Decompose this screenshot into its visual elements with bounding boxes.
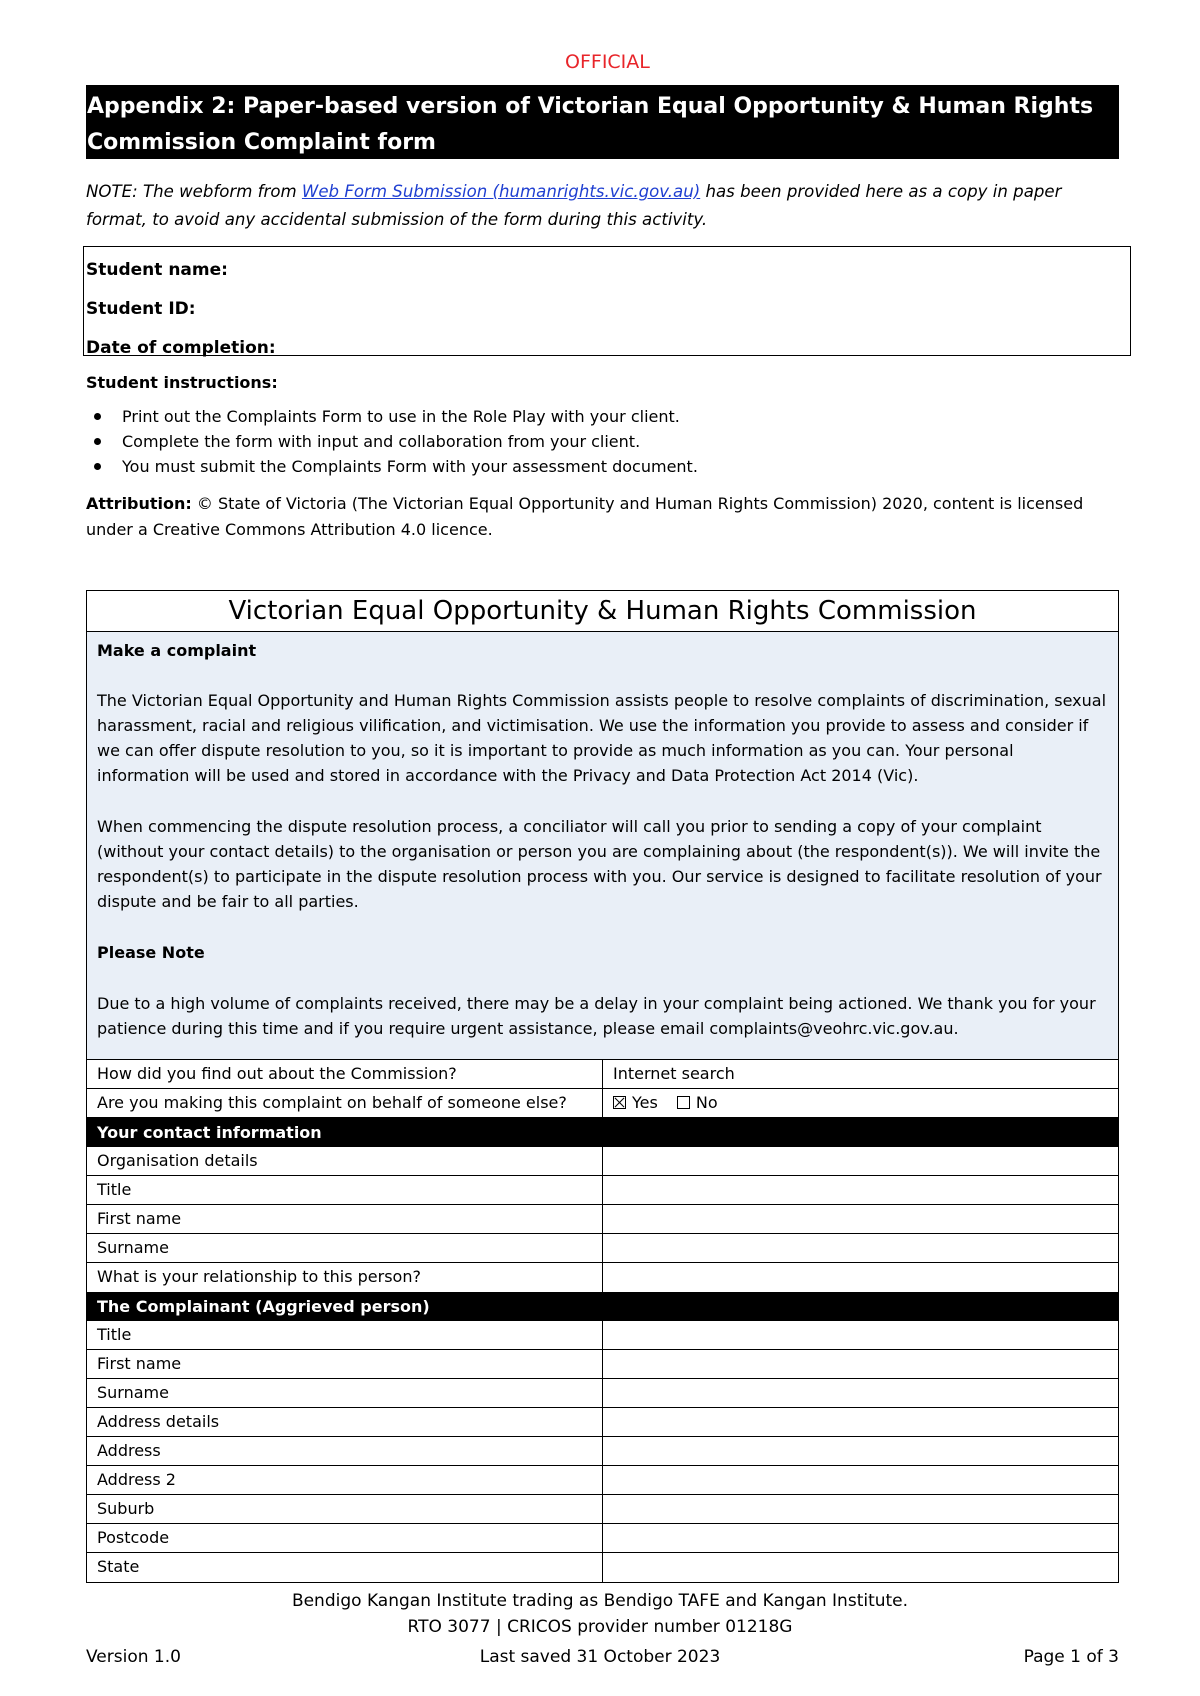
- find-commission-value[interactable]: Internet search: [613, 1064, 735, 1083]
- complainant-field-input[interactable]: [603, 1321, 1118, 1349]
- table-row: [87, 1147, 1118, 1176]
- complainant-field-label: Surname: [87, 1379, 603, 1407]
- please-note-heading: Please Note: [97, 943, 205, 962]
- table-row: [87, 1466, 1118, 1495]
- make-complaint-heading: Make a complaint: [97, 641, 257, 660]
- complainant-field-label: Address: [87, 1437, 603, 1465]
- list-item: Print out the Complaints Form to use in the Role Play with your client.: [86, 404, 698, 429]
- checked-box-icon[interactable]: [613, 1096, 626, 1109]
- contact-field-label: First name: [87, 1205, 603, 1233]
- behalf-no-option[interactable]: [677, 1093, 718, 1112]
- table-row: [87, 1321, 1118, 1350]
- web-form-link[interactable]: Web Form Submission (humanrights.vic.gov.au): [301, 182, 701, 201]
- attribution: [86, 491, 1126, 543]
- contact-field-input[interactable]: [603, 1147, 1118, 1175]
- behalf-options: [603, 1089, 1118, 1117]
- contact-field-input[interactable]: [603, 1234, 1118, 1262]
- footer-institute: Bendigo Kangan Institute trading as Bendigo TAFE and Kangan Institute.: [291, 1591, 909, 1611]
- intro-paragraph-3: Due to a high volume of complaints received, there may be a delay in your complaint being actioned. We thank you for your patience during this time and if you require urgent assistance, please email complaints@veohrc.vic.gov.au.: [97, 994, 1096, 1038]
- section-complainant: The Complainant (Aggrieved person): [87, 1292, 1118, 1321]
- complainant-field-input[interactable]: [603, 1553, 1118, 1582]
- table-row: [87, 1205, 1118, 1234]
- contact-field-input[interactable]: [603, 1205, 1118, 1233]
- empty-box-icon[interactable]: [677, 1096, 690, 1109]
- footer-saved: Last saved 31 October 2023: [479, 1647, 721, 1667]
- contact-field-input[interactable]: [603, 1263, 1118, 1292]
- attribution-label: Attribution:: [86, 494, 192, 513]
- table-row: [87, 1060, 1118, 1089]
- table-row: [87, 1350, 1118, 1379]
- complainant-field-input[interactable]: [603, 1408, 1118, 1436]
- behalf-label: Are you making this complaint on behalf of someone else?: [87, 1089, 603, 1117]
- footer-version: Version 1.0: [86, 1647, 181, 1667]
- footer-rto: RTO 3077 | CRICOS provider number 01218G: [407, 1617, 793, 1637]
- table-row: [87, 1495, 1118, 1524]
- contact-field-label: What is your relationship to this person?: [87, 1263, 603, 1292]
- find-commission-label: How did you find out about the Commission?: [87, 1060, 603, 1088]
- contact-field-label: Organisation details: [87, 1147, 603, 1175]
- complainant-field-input[interactable]: [603, 1524, 1118, 1552]
- complainant-field-input[interactable]: [603, 1379, 1118, 1407]
- completion-date-field[interactable]: Date of completion:: [86, 338, 276, 358]
- intro-paragraph-1: The Victorian Equal Opportunity and Human Rights Commission assists people to resolve complaints of discrimination, sexual harassment, racial and religious vilification, and victimisation. We use the information you provide to assess and consider if we can offer dispute resolution to you, so it is important to provide as much information as you can. Your personal information will be used and stored in accordance with the Privacy and Data Protection Act 2014 (Vic).: [97, 691, 1107, 785]
- table-row: [87, 1089, 1118, 1118]
- table-row: [87, 1524, 1118, 1553]
- complainant-field-input[interactable]: [603, 1466, 1118, 1494]
- note-suffix: has been provided here as a copy in paper format, to avoid any accidental submission of the form during this activity.: [86, 182, 1062, 229]
- table-row: [87, 1176, 1118, 1205]
- complaint-form-table: [86, 590, 1119, 1583]
- table-row: [87, 1553, 1118, 1582]
- student-id-field[interactable]: Student ID:: [86, 299, 196, 319]
- instructions-title: Student instructions:: [86, 373, 278, 392]
- complainant-field-input[interactable]: [603, 1350, 1118, 1378]
- student-name-field[interactable]: Student name:: [86, 260, 228, 280]
- table-row: [87, 1379, 1118, 1408]
- section-contact-information: Your contact information: [87, 1118, 1118, 1147]
- list-item: You must submit the Complaints Form with your assessment document.: [86, 454, 698, 479]
- complainant-field-label: Title: [87, 1321, 603, 1349]
- table-row: [87, 1234, 1118, 1263]
- contact-field-label: Title: [87, 1176, 603, 1204]
- attribution-text: © State of Victoria (The Victorian Equal Opportunity and Human Rights Commission) 2020, content is licensed under a Creative Commons Attribution 4.0 licence.: [86, 494, 1084, 539]
- complainant-field-label: First name: [87, 1350, 603, 1378]
- complainant-field-label: Address 2: [87, 1466, 603, 1494]
- complainant-field-input[interactable]: [603, 1437, 1118, 1465]
- intro-paragraph-2: When commencing the dispute resolution process, a conciliator will call you prior to sending a copy of your complaint (without your contact details) to the organisation or person you are complaining about (the respondent(s)). We will invite the respondent(s) to participate in the dispute resolution process with you. Our service is designed to facilitate resolution of your dispute and be fair to all parties.: [97, 817, 1102, 911]
- table-row: [87, 1263, 1118, 1292]
- complainant-field-label: State: [87, 1553, 603, 1582]
- complainant-field-label: Postcode: [87, 1524, 603, 1552]
- table-row: [87, 1408, 1118, 1437]
- instructions-list: [86, 404, 698, 479]
- list-item: Complete the form with input and collaboration from your client.: [86, 429, 698, 454]
- complainant-field-input[interactable]: [603, 1495, 1118, 1523]
- student-details-box: [83, 246, 1131, 356]
- table-row: [87, 1437, 1118, 1466]
- page-title: Appendix 2: Paper-based version of Victorian Equal Opportunity & Human Rights Commission Complaint form: [86, 85, 1119, 159]
- form-header: Victorian Equal Opportunity & Human Rights Commission: [87, 591, 1118, 632]
- yes-label: Yes: [632, 1093, 658, 1112]
- contact-field-input[interactable]: [603, 1176, 1118, 1204]
- no-label: No: [695, 1093, 718, 1112]
- classification-label: OFFICIAL: [565, 51, 650, 73]
- contact-field-label: Surname: [87, 1234, 603, 1262]
- form-intro: [87, 632, 1118, 1060]
- note-text: [86, 178, 1126, 234]
- note-prefix: NOTE: The webform from: [86, 182, 302, 201]
- complainant-field-label: Suburb: [87, 1495, 603, 1523]
- behalf-yes-option[interactable]: [613, 1093, 658, 1112]
- footer-page-number: Page 1 of 3: [1023, 1647, 1119, 1667]
- complainant-field-label: Address details: [87, 1408, 603, 1436]
